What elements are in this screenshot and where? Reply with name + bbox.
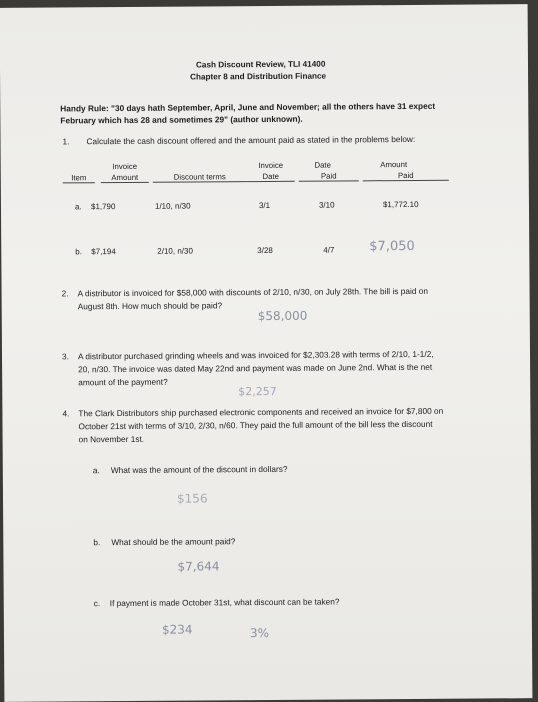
th-amount-paid-top: Amount: [380, 160, 408, 170]
q4b-answer-handwritten: $7,644: [177, 559, 220, 574]
q3-number: 3.: [61, 351, 69, 362]
q4c-answer2-handwritten: 3%: [249, 625, 270, 641]
row-item: a.: [74, 202, 82, 212]
q3-line2: 20, n/30. The invoice was dated May 22nd and payment was made on June 2nd. What is the net: [78, 361, 433, 375]
row-discount-terms: 1/10, n/30: [154, 201, 191, 211]
th-invoice-date-bottom: Date: [247, 172, 295, 182]
q3-line1: A distributor purchased grinding wheels and was invoiced for $2,303.28 with terms of 2/10, 1-1/2,: [77, 348, 434, 362]
q4b-question: What should be the amount paid?: [111, 536, 236, 548]
q3-line3: amount of the payment?: [78, 376, 168, 388]
q1-prompt: Calculate the cash discount offered and the amount paid as stated in the problems below:: [86, 133, 416, 147]
q4b-label: b.: [93, 537, 101, 548]
th-date-paid-top: Date: [314, 160, 331, 170]
worksheet-title: Cash Discount Review, TLI 41400: [195, 59, 326, 70]
q2-line1: A distributor is invoiced for $58,000 with discounts of 2/10, n/30, on July 28th. The bill is paid on: [77, 285, 428, 299]
row-item: b.: [75, 247, 82, 257]
row-invoice-amount: $1,790: [90, 202, 116, 212]
th-date-paid-bottom: Paid: [299, 171, 359, 181]
q4-number: 4.: [62, 408, 70, 419]
row-amount-paid: $1,772.10: [382, 199, 419, 210]
row-discount-terms: 2/10, n/30: [157, 246, 193, 256]
th-invoice-amount-bottom: Amount: [101, 173, 149, 183]
th-invoice-amount-top: Invoice: [112, 161, 138, 172]
th-item: Item: [63, 173, 95, 183]
q4-line2: October 21st with terms of 3/10, 2/30, n/60. They paid the full amount of the bill less the discount: [78, 418, 433, 432]
th-invoice-date-top: Invoice: [258, 160, 284, 171]
handy-rule-line2: February which has 28 and sometimes 29" (author unknown).: [60, 113, 303, 126]
q4c-answer-handwritten: $234: [161, 622, 193, 637]
q4-line1: The Clark Distributors ship purchased electronic components and received an invoice for $7,800 on: [78, 405, 444, 419]
q4a-question: What was the amount of the discount in dollars?: [110, 463, 288, 476]
q4c-label: c.: [93, 598, 101, 609]
q4a-label: a.: [92, 465, 100, 476]
th-amount-paid-bottom: Paid: [363, 171, 449, 182]
q2-line2: August 8th. How much should be paid?: [77, 300, 223, 312]
th-discount-terms: Discount terms: [153, 172, 247, 183]
row-invoice-date: 3/1: [258, 200, 271, 211]
q4a-answer-handwritten: $156: [176, 491, 208, 506]
q1-number: 1.: [62, 136, 70, 147]
worksheet-subtitle: Chapter 8 and Distribution Finance: [190, 71, 327, 82]
q3-answer-handwritten: $2,257: [238, 384, 277, 399]
row-invoice-amount: $7,194: [91, 247, 116, 257]
row-date-paid: 3/10: [318, 200, 335, 210]
worksheet-page: [0, 4, 532, 702]
handy-rule-line1: Handy Rule: "30 days hath September, April, June and November; all the others have 31 expect: [60, 100, 436, 114]
row-invoice-date: 3/28: [257, 245, 273, 256]
row-amount-paid-handwritten: $7,050: [369, 238, 415, 255]
row-date-paid: 4/7: [323, 245, 335, 255]
q2-number: 2.: [61, 288, 69, 299]
q2-answer-handwritten: $58,000: [257, 308, 308, 324]
q4c-question: If payment is made October 31st, what discount can be taken?: [109, 596, 340, 609]
q4-line3: on November 1st.: [78, 433, 145, 445]
